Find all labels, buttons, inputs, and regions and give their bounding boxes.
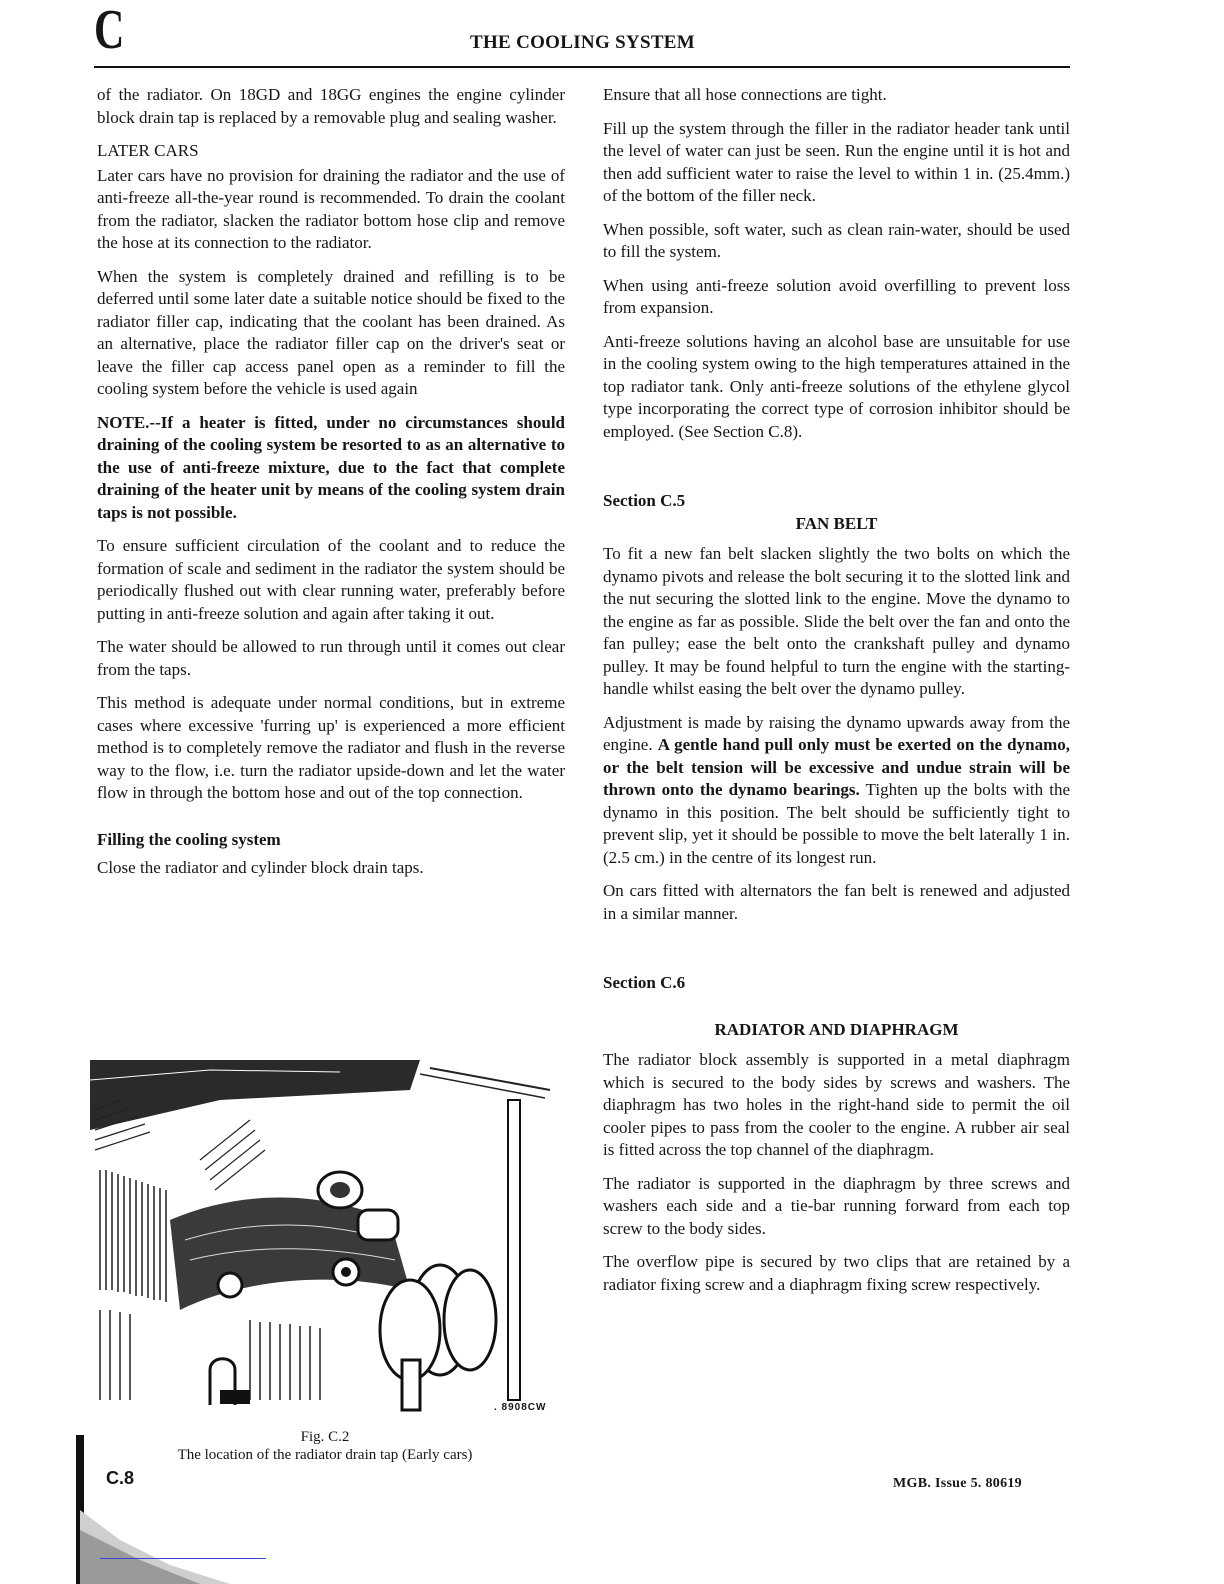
paragraph: The water should be allowed to run through until it comes out clear from the taps. xyxy=(97,637,565,679)
paragraph-text: Adjustment is made by raising the dynamo upwards away from the engine. xyxy=(603,712,1070,754)
paragraph: To ensure sufficient circulation of the coolant and to reduce the formation of scale and sediment in the radiator the system should be periodically flushed out with clear running water, preferably before putting in anti-freeze solution and again after taking it out. xyxy=(97,536,565,623)
paragraph: Anti-freeze solutions having an alcohol base are unsuitable for use in the cooling system owing to the high temperatures attained in the top radiator tank. Only anti-freeze solutions of the ethylene glycol type incorporating the correct type of corrosion inhibitor should be employed. (See Section C.8). xyxy=(603,331,1070,441)
later-cars-heading: LATER CARS xyxy=(97,141,199,160)
left-column xyxy=(97,84,565,891)
paragraph-text: Tighten up the bolts with the dynamo in this position. The belt should be sufficiently tight to prevent slip, yet it should be possible to move the belt laterally 1 in. (2.5 cm.) in the centre of its longest run. xyxy=(603,780,1070,867)
scan-edge-line xyxy=(100,1558,266,1559)
paragraph: On cars fitted with alternators the fan belt is renewed and adjusted in a similar manner. xyxy=(603,881,1070,923)
paragraph: To fit a new fan belt slacken slightly the two bolts on which the dynamo pivots and release the bolt securing it to the slotted link and the nut securing the slotted link to the engine. Move the dynamo to the engine as far as possible. Slide the belt over the fan and onto the fan pulley; ease the belt onto the crankshaft pulley and dynamo pulley. It may be found helpful to turn the engine with the starting-handle whilst easing the belt over the dynamo pulley. xyxy=(603,544,1070,698)
scan-smudge xyxy=(80,1510,230,1584)
section-c6-title: RADIATOR AND DIAPHRAGM xyxy=(714,1019,959,1039)
section-c6-label: Section C.6 xyxy=(603,973,686,992)
paragraph: of the radiator. On 18GD and 18GG engines the engine cylinder block drain tap is replaced by a removable plug and sealing washer. xyxy=(97,85,565,127)
paragraph: The radiator block assembly is supported in a metal diaphragm which is secured to the body sides by screws and washers. The diaphragm has two holes in the right-hand side to permit the oil cooler pipes to pass from the cooler to the engine. A rubber air seal is fitted across the top channel of the diaphragm. xyxy=(603,1050,1070,1159)
paragraph: This method is adequate under normal conditions, but in extreme cases where excessive 'furring up' is experienced a more efficient method is to completely remove the radiator and flush in the reverse way to the flow, i.e. turn the radiator upside-down and let the water flow in through the bottom hose and out of the top connection. xyxy=(97,693,565,802)
page-title: THE COOLING SYSTEM xyxy=(470,32,696,53)
section-c5-label: Section C.5 xyxy=(603,491,686,510)
paragraph: When possible, soft water, such as clean rain-water, should be used to fill the system. xyxy=(603,219,1070,261)
paragraph xyxy=(603,712,1070,870)
radiator-illustration xyxy=(90,1060,550,1422)
paragraph: Close the radiator and cylinder block drain taps. xyxy=(97,858,424,877)
right-column xyxy=(603,84,1070,1307)
figure-caption xyxy=(100,1428,550,1464)
header-rule xyxy=(94,66,1070,68)
spacer xyxy=(603,454,1070,490)
figure-code: . 8908CW xyxy=(494,1402,547,1413)
paragraph: Fill up the system through the filler in the radiator header tank until the level of water can just be seen. Run the engine until it is hot and then add sufficient water to raise the level to within 1 in. (25.4mm.) of the bottom of the filler neck. xyxy=(603,118,1070,205)
section-letter: C xyxy=(94,0,125,61)
bold-warning: A gentle hand pull only must be exerted on the dynamo, or the belt tension will be excessive and undue strain will be thrown onto the dynamo bearings. xyxy=(603,735,1071,799)
paragraph: Ensure that all hose connections are tight. xyxy=(603,85,887,104)
paragraph: When using anti-freeze solution avoid overfilling to prevent loss from expansion. xyxy=(603,275,1070,317)
paragraph: The radiator is supported in the diaphragm by three screws and washers each side and a tie-bar running forward from each top screw to the body sides. xyxy=(603,1173,1070,1238)
paragraph: When the system is completely drained and refilling is to be deferred until some later date a suitable notice should be fixed to the radiator filler cap, indicating that the coolant has been drained. As an alternative, place the radiator filler cap on the driver's seat or leave the filler cap access panel open as a reminder to fill the cooling system before the vehicle is used again xyxy=(97,266,565,398)
footer-reference: MGB. Issue 5. 80619 xyxy=(893,1476,1022,1491)
page-number: C.8 xyxy=(106,1468,135,1488)
section-c5-title: FAN BELT xyxy=(795,513,878,533)
engine-drawing xyxy=(90,1060,550,1422)
figure-label: Fig. C.2 xyxy=(300,1429,350,1445)
paragraph: The overflow pipe is secured by two clips that are retained by a radiator fixing screw and a diaphragm fixing screw respectively. xyxy=(603,1252,1070,1294)
figure-caption-text: The location of the radiator drain tap (Early cars) xyxy=(177,1447,473,1463)
paragraph: Later cars have no provision for draining the radiator and the use of anti-freeze all-the-year round is recommended. To drain the coolant from the radiator, slacken the radiator bottom hose clip and remove the hose at its connection to the radiator. xyxy=(97,165,565,252)
heater-note: NOTE.--If a heater is fitted, under no circumstances should draining of the cooling system be resorted to as an alternative to the use of anti-freeze mixture, due to the fact that complete draining of the heater unit by means of the cooling system drain taps is not possible. xyxy=(97,412,565,522)
spacer xyxy=(603,936,1070,972)
filling-heading: Filling the cooling system xyxy=(97,829,281,849)
